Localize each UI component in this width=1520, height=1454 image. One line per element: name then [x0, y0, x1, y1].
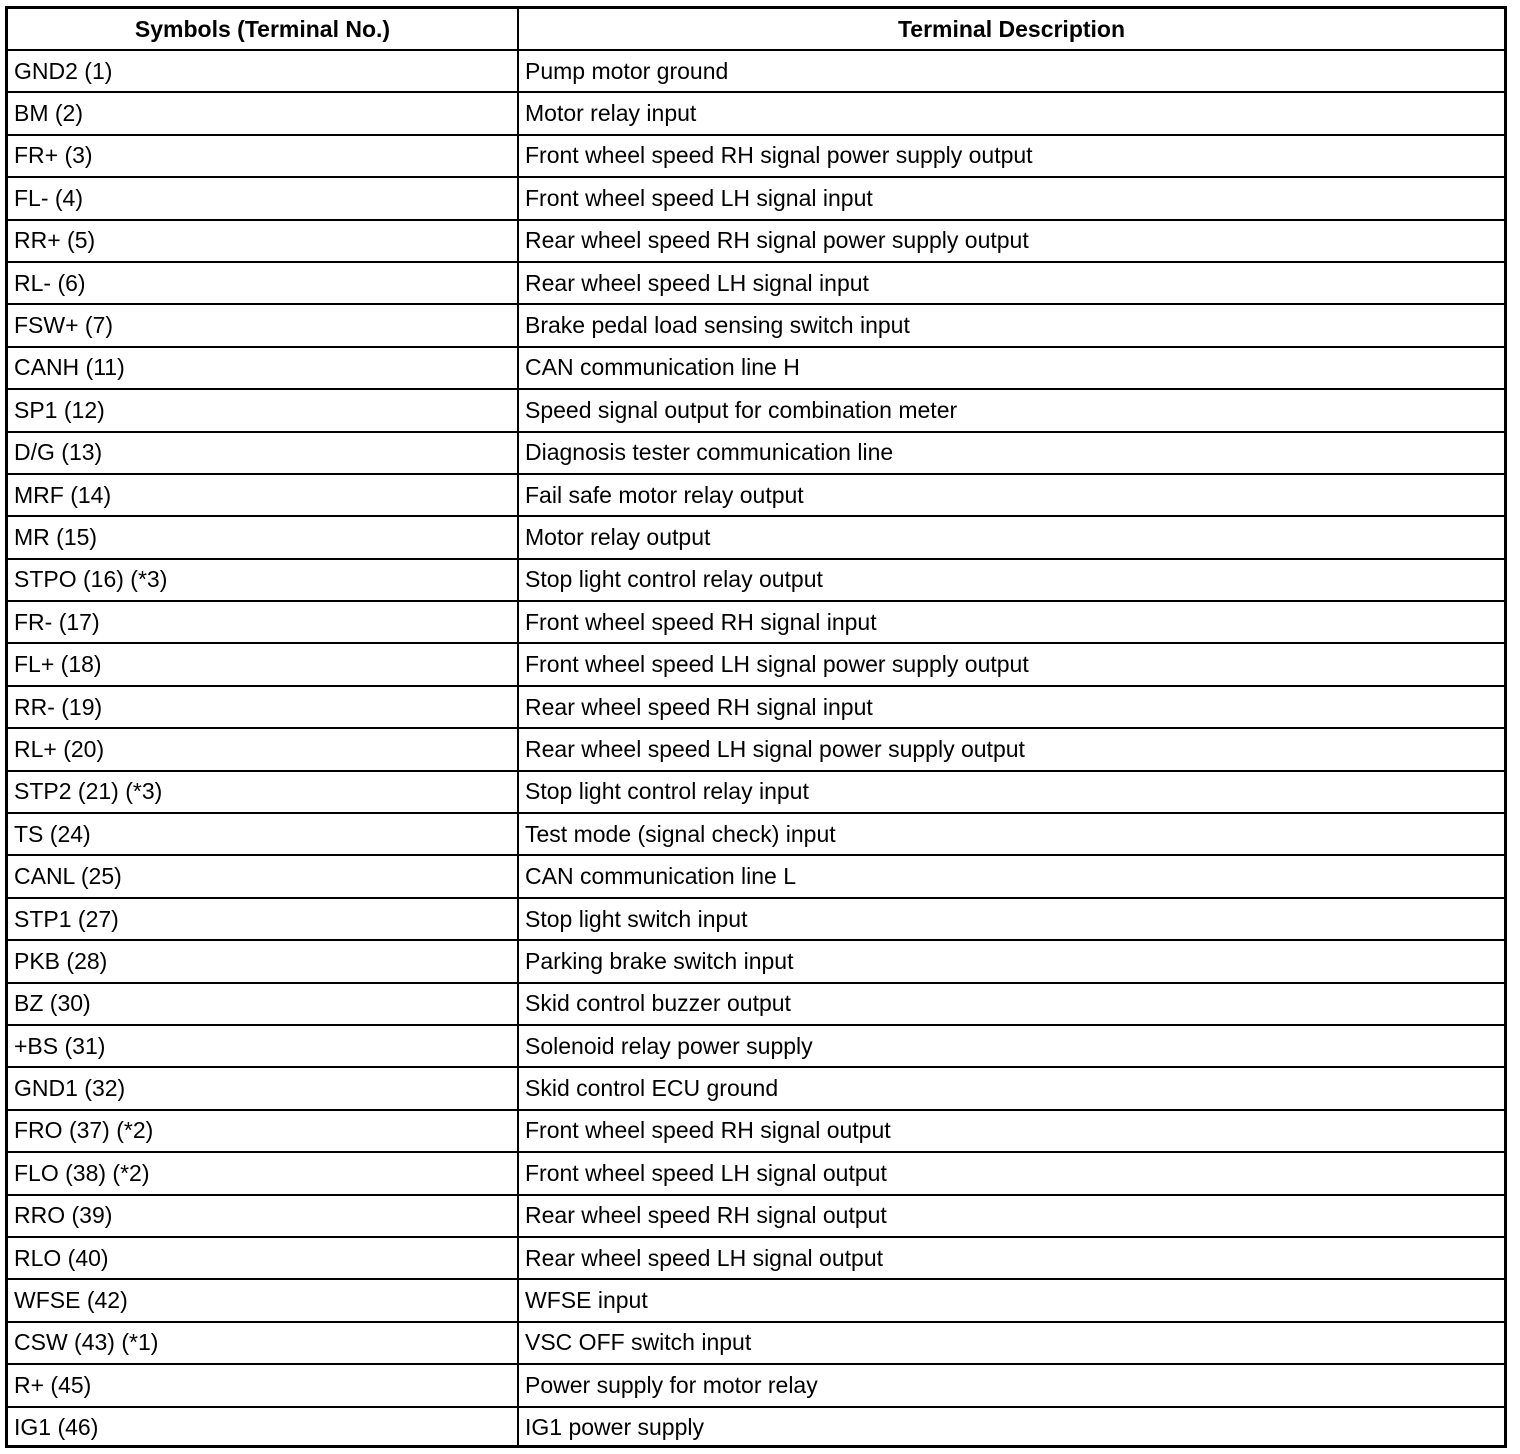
terminal-description-cell: Front wheel speed LH signal power supply output	[518, 643, 1504, 685]
terminal-description-cell: Stop light control relay output	[518, 559, 1504, 601]
terminal-symbol-cell: CANL (25)	[8, 855, 518, 897]
terminal-symbol-cell: FL- (4)	[8, 177, 518, 219]
table-row	[8, 728, 1504, 770]
table-row	[8, 516, 1504, 558]
table-row	[8, 898, 1504, 940]
table-row	[8, 1195, 1504, 1237]
terminal-symbol-cell: RL+ (20)	[8, 728, 518, 770]
terminal-symbol-cell: WFSE (42)	[8, 1279, 518, 1321]
terminal-description-cell: IG1 power supply	[518, 1407, 1504, 1448]
terminal-table-frame	[5, 6, 1507, 1448]
terminal-symbol-cell: RR- (19)	[8, 686, 518, 728]
terminal-description-cell: Rear wheel speed RH signal power supply output	[518, 220, 1504, 262]
terminal-description-cell: Front wheel speed LH signal output	[518, 1152, 1504, 1194]
terminal-description-cell: Brake pedal load sensing switch input	[518, 304, 1504, 346]
terminal-description-cell: Stop light control relay input	[518, 771, 1504, 813]
terminal-table	[8, 9, 1504, 1448]
terminal-symbol-cell: BZ (30)	[8, 983, 518, 1025]
terminal-description-cell: Motor relay output	[518, 516, 1504, 558]
table-row	[8, 1237, 1504, 1279]
terminal-symbol-cell: RL- (6)	[8, 262, 518, 304]
terminal-symbol-cell: MR (15)	[8, 516, 518, 558]
terminal-description-cell: Skid control buzzer output	[518, 983, 1504, 1025]
table-row	[8, 686, 1504, 728]
terminal-description-cell: Pump motor ground	[518, 50, 1504, 92]
terminal-description-cell: Fail safe motor relay output	[518, 474, 1504, 516]
terminal-symbol-cell: FSW+ (7)	[8, 304, 518, 346]
table-row	[8, 262, 1504, 304]
table-row	[8, 643, 1504, 685]
table-row	[8, 1322, 1504, 1364]
terminal-symbol-cell: FLO (38) (*2)	[8, 1152, 518, 1194]
table-body	[8, 50, 1504, 1448]
table-row	[8, 1067, 1504, 1109]
terminal-symbol-cell: TS (24)	[8, 813, 518, 855]
table-row	[8, 1279, 1504, 1321]
terminal-description-cell: Front wheel speed RH signal power supply output	[518, 135, 1504, 177]
terminal-symbol-cell: D/G (13)	[8, 432, 518, 474]
table-row	[8, 50, 1504, 92]
terminal-symbol-cell: STP1 (27)	[8, 898, 518, 940]
table-row	[8, 347, 1504, 389]
terminal-description-cell: CAN communication line L	[518, 855, 1504, 897]
table-row	[8, 1025, 1504, 1067]
table-row	[8, 92, 1504, 134]
terminal-description-cell: Rear wheel speed LH signal output	[518, 1237, 1504, 1279]
terminal-symbol-cell: PKB (28)	[8, 940, 518, 982]
table-row	[8, 771, 1504, 813]
table-row	[8, 432, 1504, 474]
table-row	[8, 855, 1504, 897]
terminal-description-cell: Diagnosis tester communication line	[518, 432, 1504, 474]
terminal-symbol-cell: CANH (11)	[8, 347, 518, 389]
table-row	[8, 474, 1504, 516]
table-row	[8, 813, 1504, 855]
terminal-description-cell: Parking brake switch input	[518, 940, 1504, 982]
terminal-symbol-cell: R+ (45)	[8, 1364, 518, 1406]
table-row	[8, 135, 1504, 177]
table-row	[8, 1110, 1504, 1152]
terminal-description-cell: Solenoid relay power supply	[518, 1025, 1504, 1067]
terminal-description-cell: Speed signal output for combination meter	[518, 389, 1504, 431]
terminal-symbol-cell: FR+ (3)	[8, 135, 518, 177]
terminal-description-cell: Front wheel speed LH signal input	[518, 177, 1504, 219]
terminal-description-cell: Rear wheel speed LH signal input	[518, 262, 1504, 304]
header-symbols: Symbols (Terminal No.)	[8, 9, 518, 50]
terminal-description-cell: Skid control ECU ground	[518, 1067, 1504, 1109]
header-description: Terminal Description	[518, 9, 1504, 50]
terminal-description-cell: Front wheel speed RH signal output	[518, 1110, 1504, 1152]
terminal-description-cell: Power supply for motor relay	[518, 1364, 1504, 1406]
table-row	[8, 220, 1504, 262]
table-row	[8, 1364, 1504, 1406]
terminal-description-cell: Rear wheel speed RH signal input	[518, 686, 1504, 728]
terminal-symbol-cell: IG1 (46)	[8, 1407, 518, 1448]
table-row	[8, 1152, 1504, 1194]
terminal-description-cell: VSC OFF switch input	[518, 1322, 1504, 1364]
terminal-symbol-cell: STPO (16) (*3)	[8, 559, 518, 601]
header-row	[8, 9, 1504, 50]
terminal-description-cell: Rear wheel speed RH signal output	[518, 1195, 1504, 1237]
terminal-symbol-cell: SP1 (12)	[8, 389, 518, 431]
terminal-symbol-cell: FR- (17)	[8, 601, 518, 643]
table-row	[8, 304, 1504, 346]
terminal-description-cell: Motor relay input	[518, 92, 1504, 134]
table-row	[8, 601, 1504, 643]
table-row	[8, 559, 1504, 601]
terminal-description-cell: Rear wheel speed LH signal power supply output	[518, 728, 1504, 770]
terminal-symbol-cell: FRO (37) (*2)	[8, 1110, 518, 1152]
table-row	[8, 177, 1504, 219]
terminal-symbol-cell: BM (2)	[8, 92, 518, 134]
table-row	[8, 940, 1504, 982]
terminal-description-cell: Stop light switch input	[518, 898, 1504, 940]
terminal-symbol-cell: MRF (14)	[8, 474, 518, 516]
terminal-description-cell: Test mode (signal check) input	[518, 813, 1504, 855]
terminal-symbol-cell: RRO (39)	[8, 1195, 518, 1237]
terminal-description-cell: CAN communication line H	[518, 347, 1504, 389]
terminal-symbol-cell: CSW (43) (*1)	[8, 1322, 518, 1364]
terminal-symbol-cell: RLO (40)	[8, 1237, 518, 1279]
table-row	[8, 1407, 1504, 1448]
terminal-description-cell: Front wheel speed RH signal input	[518, 601, 1504, 643]
table-row	[8, 389, 1504, 431]
terminal-symbol-cell: GND1 (32)	[8, 1067, 518, 1109]
terminal-symbol-cell: STP2 (21) (*3)	[8, 771, 518, 813]
terminal-symbol-cell: +BS (31)	[8, 1025, 518, 1067]
terminal-symbol-cell: GND2 (1)	[8, 50, 518, 92]
terminal-description-cell: WFSE input	[518, 1279, 1504, 1321]
table-row	[8, 983, 1504, 1025]
terminal-symbol-cell: RR+ (5)	[8, 220, 518, 262]
terminal-symbol-cell: FL+ (18)	[8, 643, 518, 685]
